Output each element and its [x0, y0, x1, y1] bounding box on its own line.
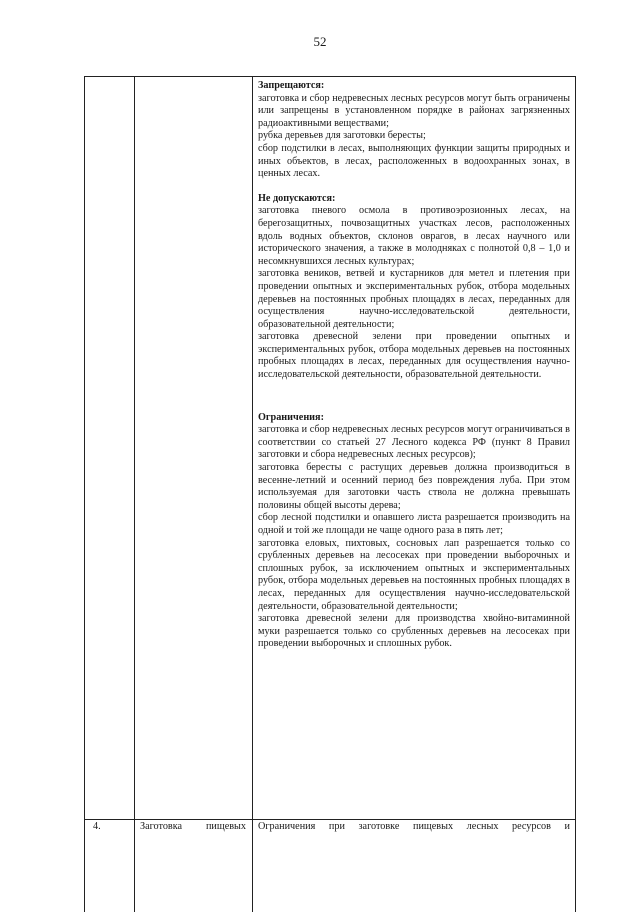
column-divider-number: [134, 77, 135, 912]
list-item: заготовка пневого осмола в противоэрозионных лесах, на берегозащитных, почвозащитных участках лесов, расположенных вдоль водных объектов, склонов оврагов, в лесах научного или исторического значения, а также в молодняках с полнотой 0,8 – 1,0 и несомкнувшихся лесных культурах;: [258, 205, 570, 267]
section-heading-not-allowed: Не допускаются:: [258, 192, 336, 204]
regulation-table: [84, 76, 576, 912]
list-item: сбор подстилки в лесах, выполняющих функции защиты природных и иных объектов, в лесах, расположенных в водоохранных зонах, в ценных лесах.: [258, 142, 570, 180]
list-item: заготовка еловых, пихтовых, сосновых лап разрешается только со срубленных деревьев на лесосеках при проведении выборочных и сплошных рубок, за исключением опытных и экспериментальных рубок, отбора модельных деревьев на постоянных пробных площадях в лесах, переданных для осуществления научно-исследовательской деятельности, образовательной деятельности;: [258, 537, 570, 612]
list-item: заготовка древесной зелени при проведении опытных и экспериментальных рубок, отбора модельных деревьев на постоянных пробных площадях в лесах, переданных для осуществления научно-исследовательской деятельности, образовательной деятельности.: [258, 331, 570, 381]
column-divider-name: [252, 77, 253, 912]
list-item: заготовка и сбор недревесных лесных ресурсов могут ограничиваться в соответствии со статьей 27 Лесного кодекса РФ (пункт 8 Правил заготовки и сбора недревесных лесных ресурсов);: [258, 424, 570, 461]
row4-content: Ограничения при заготовке пищевых лесных ресурсов и: [258, 821, 570, 832]
row-divider: [85, 819, 575, 820]
list-item: сбор лесной подстилки и опавшего листа разрешается производить на одной и той же площади не чаще одного раза в пять лет;: [258, 512, 570, 536]
row4-number: 4.: [93, 821, 101, 832]
list-item: заготовка древесной зелени для производства хвойно-витаминной муки разрешается только со срубленных деревьев на лесосеках при проведении выборочных и сплошных рубок.: [258, 613, 570, 650]
section-heading-prohibited: Запрещаются:: [258, 80, 325, 91]
page-number: 52: [313, 34, 327, 49]
list-item: заготовка веников, ветвей и кустарников для метел и плетения при проведении опытных и экспериментальных рубок, отбора модельных деревьев на постоянных пробных площадях в лесах, переданных для осуществления научно-исследовательской деятельности, образовательной деятельности;: [258, 268, 570, 330]
list-item: заготовка бересты с растущих деревьев должна производиться в весенне-летний и осенний период без повреждения луба. При этом используемая для заготовки часть ствола не должна превышать половины общей высоты дерева;: [258, 462, 570, 511]
list-item: заготовка и сбор недревесных лесных ресурсов могут быть ограничены или запрещены в установленном порядке в районах загрязненных радиоактивными веществами;: [258, 92, 570, 129]
list-item: рубка деревьев для заготовки бересты;: [258, 130, 426, 142]
row4-name: Заготовка пищевых: [140, 821, 246, 832]
row3-content-cell: [258, 80, 570, 651]
section-heading-restrictions: Ограничения:: [258, 411, 324, 423]
